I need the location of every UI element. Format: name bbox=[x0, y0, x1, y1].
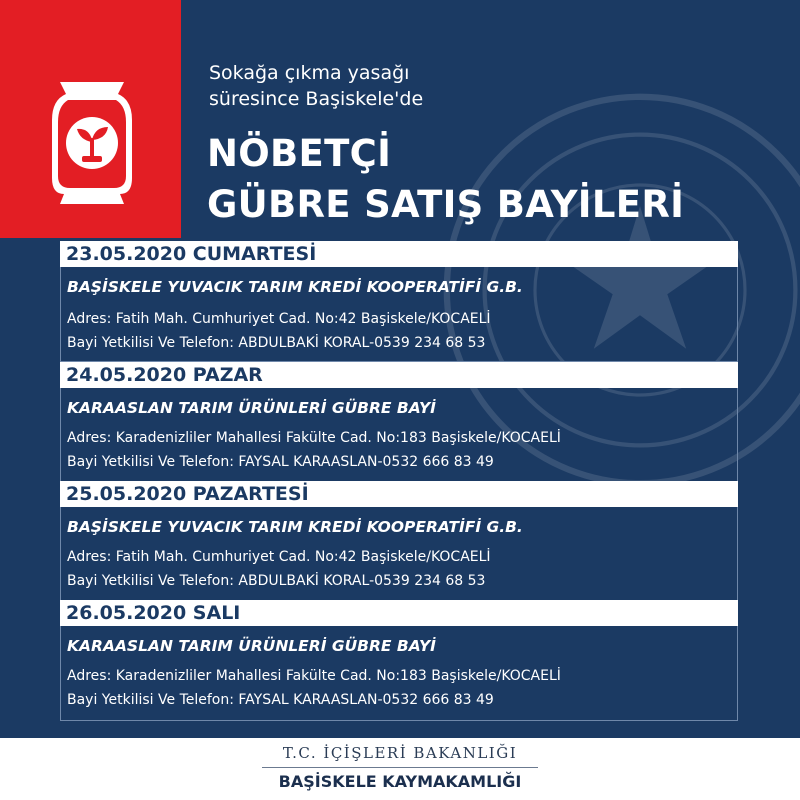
dealer-entry-4 bbox=[60, 626, 738, 721]
page-title bbox=[207, 128, 684, 230]
dealer-contact: Bayi Yetkilisi Ve Telefon: FAYSAL KARAASLAN-0532 666 83 49 bbox=[67, 692, 494, 708]
footer-divider bbox=[262, 767, 538, 768]
dealer-entry-1 bbox=[60, 267, 738, 362]
dealer-name: BAŞİSKELE YUVACIK TARIM KREDİ KOOPERATİFİ G.B. bbox=[67, 278, 523, 296]
dealer-entry-3 bbox=[60, 507, 738, 602]
date-label: 24.05.2020 PAZAR bbox=[66, 364, 263, 386]
date-bar-4 bbox=[60, 600, 738, 626]
subtitle-line-1: Sokağa çıkma yasağı bbox=[209, 62, 410, 84]
date-bar-2 bbox=[60, 362, 738, 388]
dealer-address: Adres: Fatih Mah. Cumhuriyet Cad. No:42 Başiskele/KOCAELİ bbox=[67, 549, 491, 565]
date-label: 25.05.2020 PAZARTESİ bbox=[66, 483, 309, 505]
dealer-contact: Bayi Yetkilisi Ve Telefon: FAYSAL KARAASLAN-0532 666 83 49 bbox=[67, 454, 494, 470]
footer bbox=[0, 738, 800, 800]
dealer-address: Adres: Fatih Mah. Cumhuriyet Cad. No:42 Başiskele/KOCAELİ bbox=[67, 311, 491, 327]
date-label: 23.05.2020 CUMARTESİ bbox=[66, 243, 317, 265]
dealer-entry-2 bbox=[60, 388, 738, 483]
dealer-name: KARAASLAN TARIM ÜRÜNLERİ GÜBRE BAYİ bbox=[67, 399, 436, 417]
date-label: 26.05.2020 SALI bbox=[66, 602, 241, 624]
ministry-name: T.C. İÇİŞLERİ BAKANLIĞI bbox=[282, 744, 518, 762]
dealer-name: KARAASLAN TARIM ÜRÜNLERİ GÜBRE BAYİ bbox=[67, 637, 436, 655]
fertilizer-bag-icon bbox=[46, 80, 138, 206]
dealer-address: Adres: Karadenizliler Mahallesi Fakülte Cad. No:183 Başiskele/KOCAELİ bbox=[67, 430, 561, 446]
district-office-name: BAŞİSKELE KAYMAKAMLIĞI bbox=[278, 772, 522, 791]
dealer-contact: Bayi Yetkilisi Ve Telefon: ABDULBAKİ KORAL-0539 234 68 53 bbox=[67, 335, 486, 351]
date-bar-3 bbox=[60, 481, 738, 507]
subtitle-line-2: süresince Başiskele'de bbox=[209, 88, 424, 110]
dealer-contact: Bayi Yetkilisi Ve Telefon: ABDULBAKİ KORAL-0539 234 68 53 bbox=[67, 573, 486, 589]
dealer-address: Adres: Karadenizliler Mahallesi Fakülte Cad. No:183 Başiskele/KOCAELİ bbox=[67, 668, 561, 684]
date-bar-1 bbox=[60, 241, 738, 267]
title-line-2: GÜBRE SATIŞ BAYİLERİ bbox=[207, 183, 685, 226]
title-line-1: NÖBETÇİ bbox=[207, 132, 392, 175]
subtitle bbox=[209, 60, 423, 112]
dealer-name: BAŞİSKELE YUVACIK TARIM KREDİ KOOPERATİFİ G.B. bbox=[67, 518, 523, 536]
